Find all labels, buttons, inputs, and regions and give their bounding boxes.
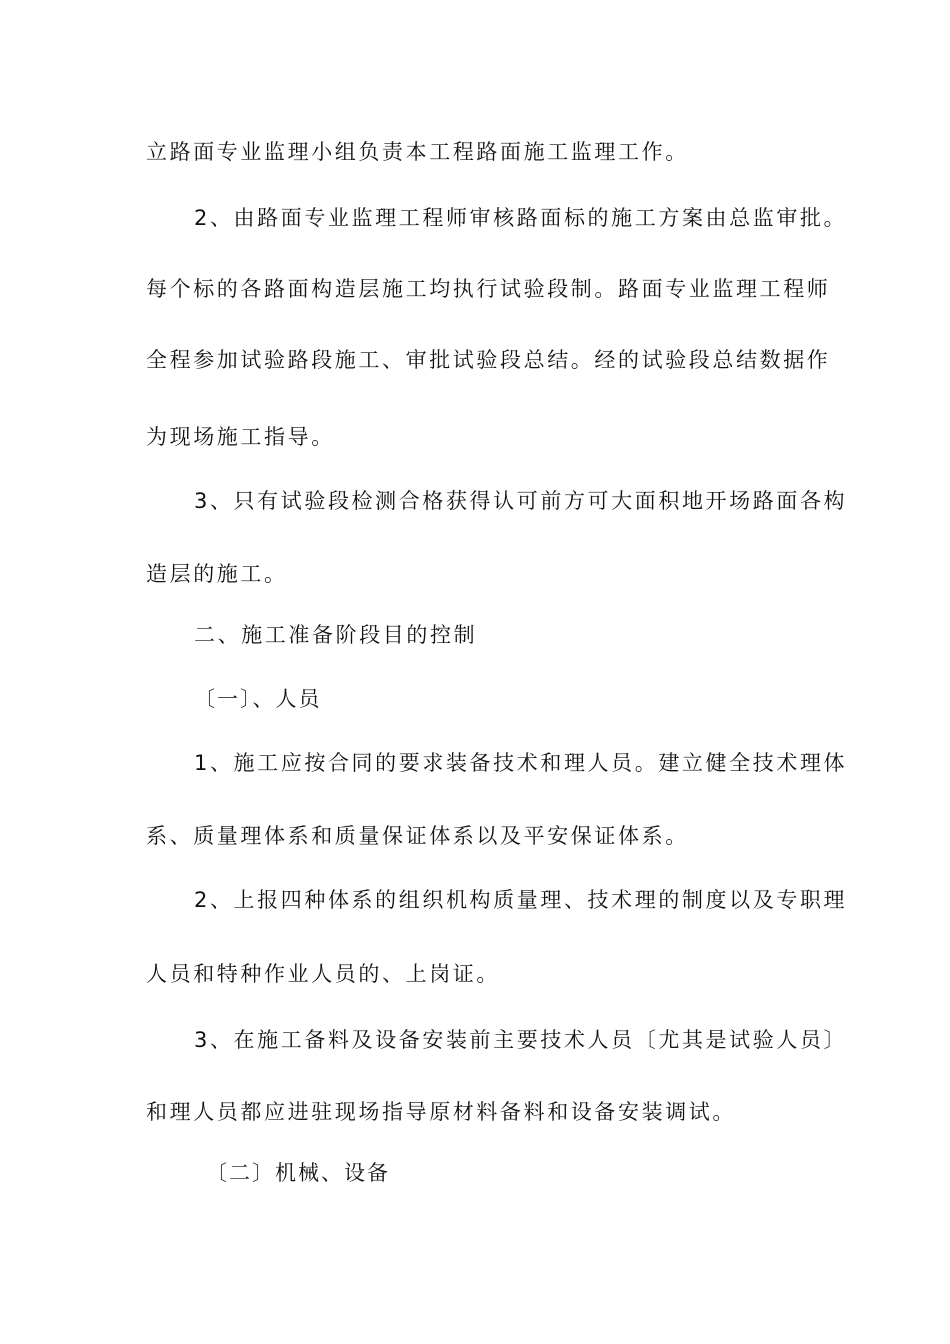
section-heading: 二、施工准备阶段目的控制	[194, 623, 478, 647]
subsection-heading: 〔一〕、人员	[194, 687, 322, 711]
paragraph-line: 1、施工应按合同的要求装备技术和理人员。建立健全技术理体	[194, 751, 848, 775]
paragraph-line: 立路面专业监理小组负责本工程路面施工监理工作。	[146, 140, 689, 164]
paragraph-line: 系、质量理体系和质量保证体系以及平安保证体系。	[146, 824, 689, 848]
paragraph-line: 3、在施工备料及设备安装前主要技术人员〔尤其是试验人员〕	[194, 1028, 848, 1052]
paragraph-line: 3、只有试验段检测合格获得认可前方可大面积地开场路面各构	[194, 489, 848, 513]
paragraph-line: 2、上报四种体系的组织机构质量理、技术理的制度以及专职理	[194, 888, 848, 912]
paragraph-line: 全程参加试验路段施工、审批试验段总结。经的试验段总结数据作	[146, 348, 831, 372]
paragraph-line: 造层的施工。	[146, 562, 288, 586]
subsection-heading: 〔二〕机械、设备	[206, 1161, 390, 1185]
paragraph-line: 每个标的各路面构造层施工均执行试验段制。路面专业监理工程师	[146, 277, 831, 301]
paragraph-line: 2、由路面专业监理工程师审核路面标的施工方案由总监审批。	[194, 206, 848, 230]
paragraph-line: 和理人员都应进驻现场指导原材料备料和设备安装调试。	[146, 1100, 736, 1124]
paragraph-line: 人员和特种作业人员的、上岗证。	[146, 962, 500, 986]
paragraph-line: 为现场施工指导。	[146, 425, 335, 449]
